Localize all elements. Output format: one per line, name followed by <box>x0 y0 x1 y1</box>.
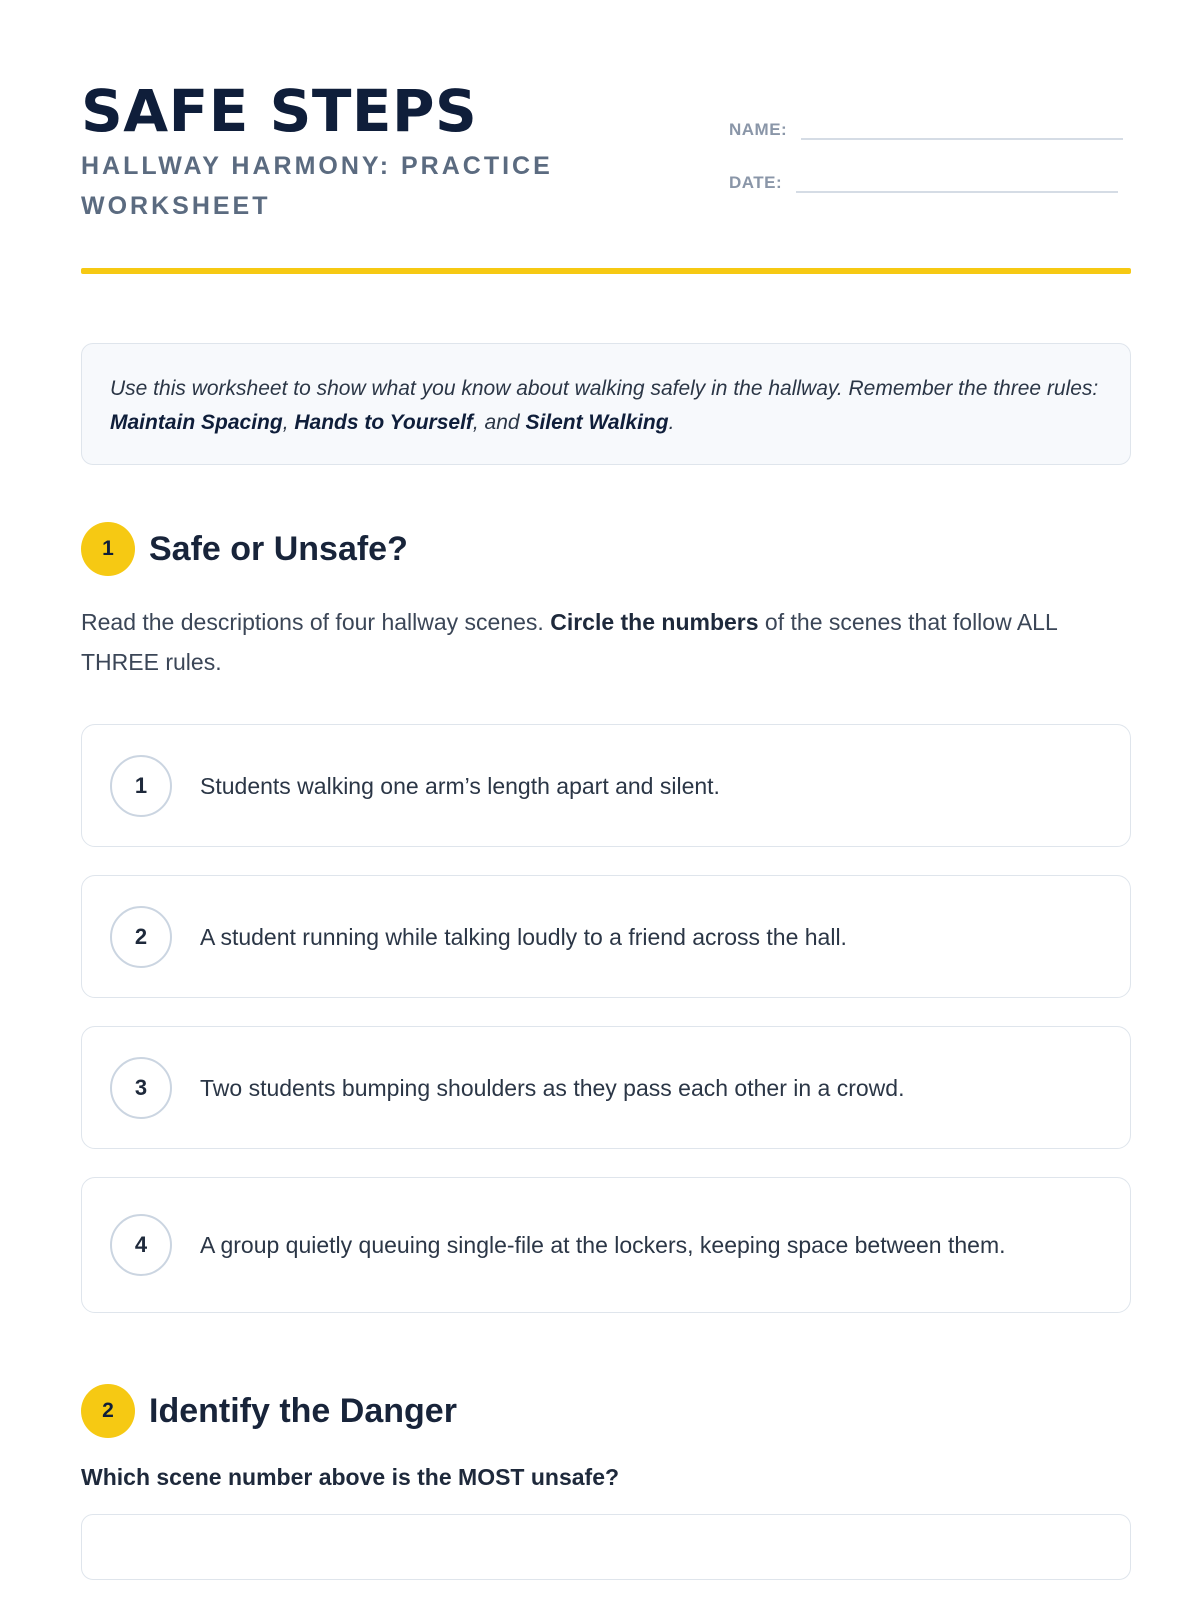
header-divider <box>81 268 1131 274</box>
rule-silent-walking: Silent Walking <box>525 411 669 434</box>
instruction-emphasis: Circle the numbers <box>550 609 759 635</box>
instruction-text: Read the descriptions of four hallway scenes. <box>81 609 551 635</box>
scene-description: Two students bumping shoulders as they pass each other in a crowd. <box>200 1074 905 1101</box>
scene-description: A group quietly queuing single-file at the lockers, keeping space between them. <box>200 1232 1006 1258</box>
date-field <box>729 167 1118 193</box>
name-label: NAME: <box>729 120 788 139</box>
scene-card <box>81 724 1131 847</box>
date-label: DATE: <box>729 173 783 192</box>
section-1-header <box>81 522 408 576</box>
section-1-instruction <box>81 602 1131 682</box>
section-number-badge: 1 <box>81 522 135 576</box>
scene-description: Students walking one arm’s length apart and silent. <box>200 772 720 799</box>
name-write-line[interactable] <box>801 114 1123 140</box>
section-number-badge: 2 <box>81 1384 135 1438</box>
section-title: Identify the Danger <box>149 1391 457 1430</box>
section-2-header <box>81 1384 457 1438</box>
section-title: Safe or Unsafe? <box>149 529 408 568</box>
scene-number-circle[interactable]: 1 <box>110 755 172 817</box>
scene-number-circle[interactable]: 2 <box>110 906 172 968</box>
intro-separator: , <box>282 411 295 434</box>
rule-maintain-spacing: Maintain Spacing <box>110 411 283 434</box>
scene-card <box>81 1177 1131 1313</box>
intro-separator: , and <box>472 411 526 434</box>
scene-number-circle[interactable]: 3 <box>110 1057 172 1119</box>
scene-card <box>81 875 1131 998</box>
name-field <box>729 114 1123 140</box>
worksheet-title: SAFE STEPS <box>81 77 478 145</box>
instruction-text: of the scenes that follow ALL THREE rules. <box>81 609 1057 675</box>
intro-text: Use this worksheet to show what you know about walking safely in the hallway. Remember the three rules: <box>110 377 1099 400</box>
scene-card <box>81 1026 1131 1149</box>
section-2-question: Which scene number above is the MOST unsafe? <box>81 1464 620 1490</box>
intro-end: . <box>668 411 675 434</box>
date-write-line[interactable] <box>796 167 1118 193</box>
worksheet-subtitle: HALLWAY HARMONY: PRACTICE WORKSHEET <box>81 152 553 220</box>
rule-hands-to-yourself: Hands to Yourself <box>294 411 473 434</box>
scene-number-circle[interactable]: 4 <box>110 1214 172 1276</box>
scene-description: A student running while talking loudly to a friend across the hall. <box>200 923 847 950</box>
intro-box <box>81 343 1131 465</box>
answer-box[interactable] <box>81 1514 1131 1580</box>
